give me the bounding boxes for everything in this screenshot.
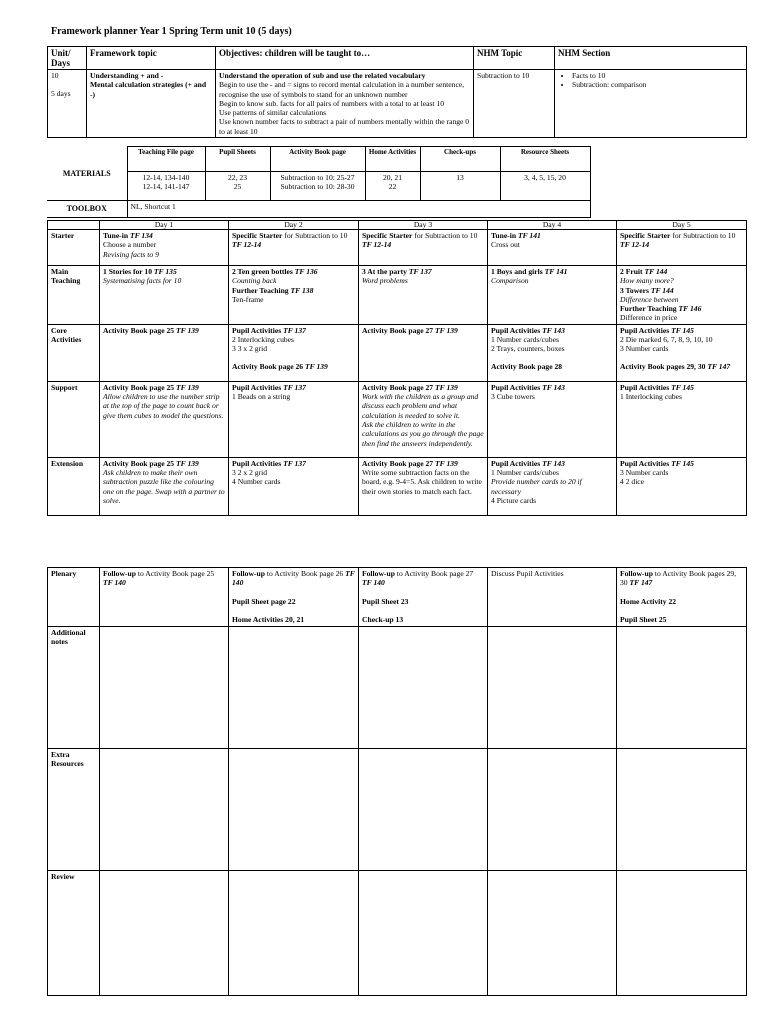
activity-title: Activity Book page 28 <box>491 361 563 371</box>
tf-reference: TF 139 <box>435 382 458 392</box>
activity-title: Further Teaching <box>232 285 289 295</box>
activity-note: Ask the children to write in the calculations as you go through the page then find the answers independently. <box>362 419 484 448</box>
activity-note: Ask children to make their own subtraction puzzle like the colouring one on the page. Swap with a partner to solve. <box>103 468 225 505</box>
nhm-section-item: • Subtraction: comparison <box>572 80 743 89</box>
activity-text: 3 Number cards <box>620 344 669 354</box>
nhm-section-item: • Facts to 10 <box>572 71 743 80</box>
row-label-additional-notes: Additional notes <box>48 627 100 749</box>
activity-title: Pupil Activities <box>232 325 282 335</box>
plenary-day-3 <box>359 568 488 627</box>
tf-reference: TF 139 <box>176 382 199 392</box>
row-label-extension: Extension <box>48 457 100 515</box>
main-day-3 <box>359 266 488 325</box>
activity-title: 2 Fruit <box>620 267 643 276</box>
pupil-sheets-values <box>205 172 270 201</box>
row-label-main-teaching: Main Teaching <box>48 266 100 325</box>
header-activity-book: Activity Book page <box>270 147 365 172</box>
activity-title: Check-up 13 <box>362 614 404 624</box>
activity-title: Activity Book page 25 <box>103 458 175 468</box>
teaching-file-value: 12-14, 134-140 <box>142 173 190 182</box>
resource-sheets-value: 3, 4, 5, 15, 20 <box>500 172 590 201</box>
activity-book-value: Subtraction to 10: 25-27 <box>280 173 355 182</box>
tf-reference: TF 145 <box>671 325 694 335</box>
checkups-value: 13 <box>420 172 500 201</box>
unit-days: 5 days <box>51 89 71 99</box>
header-framework-topic: Framework topic <box>87 47 216 70</box>
activity-title: 3 At the party <box>362 267 407 276</box>
row-label-review: Review <box>48 871 100 996</box>
review-cell <box>359 871 488 996</box>
support-day-1 <box>100 381 229 457</box>
activity-title: Tune-in <box>103 231 129 240</box>
tf-reference: TF 137 <box>283 382 306 392</box>
activity-text: 4 Number cards <box>232 477 281 487</box>
row-label-starter: Starter <box>48 230 100 266</box>
activity-title: Pupil Activities <box>620 382 670 392</box>
activity-title: Activity Book pages 29, 30 <box>620 361 706 371</box>
activity-text: 1 Number cards/cubes <box>491 468 559 478</box>
activity-text: to Activity Book page 25 <box>137 569 215 578</box>
support-day-2 <box>229 381 359 457</box>
objective-item: Begin to know sub. facts for all pairs of numbers with a total to at least 10 <box>219 98 445 108</box>
support-day-4 <box>488 381 617 457</box>
extra-cell <box>617 749 747 871</box>
extra-cell <box>359 749 488 871</box>
activity-text: Cross out <box>491 240 520 250</box>
tf-reference: TF 139 <box>176 458 199 468</box>
nhm-topic-cell: Subtraction to 10 <box>474 70 555 138</box>
activity-title: Pupil Sheet 23 <box>362 596 409 606</box>
starter-day-2 <box>229 230 359 266</box>
activity-note: Work with the children as a group and discuss each problem and what calculation is needed to solve it. <box>362 392 479 420</box>
plenary-day-4 <box>488 568 617 627</box>
header-nhm-topic: NHM Topic <box>474 47 555 70</box>
activity-text: Discuss Pupil Activities <box>491 569 564 578</box>
activity-title: 3 Towers <box>620 285 649 295</box>
tf-reference: TF 144 <box>650 285 674 295</box>
materials-label: MATERIALS <box>47 147 127 201</box>
row-label-core-activities: Core Activities <box>48 324 100 381</box>
activity-note: Systematising facts for 10 <box>103 276 182 286</box>
tf-reference: TF 140 <box>362 578 385 588</box>
row-label-extra-resources: Extra Resources <box>48 749 100 871</box>
tf-reference: TF 139 <box>176 325 199 335</box>
header-objectives: Objectives: children will be taught to… <box>216 47 474 70</box>
starter-day-1 <box>100 230 229 266</box>
teaching-file-values <box>127 172 205 201</box>
tf-reference: TF 146 <box>678 304 702 314</box>
row-label-support: Support <box>48 381 100 457</box>
activity-text: 3 2 x 2 grid <box>232 468 268 478</box>
tf-reference: TF 136 <box>294 267 318 276</box>
tf-reference: TF 141 <box>544 267 568 276</box>
unit-days-cell <box>48 70 87 138</box>
activity-note: Difference between <box>620 294 679 304</box>
activity-title: 1 Boys and girls <box>491 267 543 276</box>
row-label-plenary: Plenary <box>48 568 100 627</box>
activity-book-values <box>270 172 365 201</box>
activity-title: Specific Starter <box>620 231 671 240</box>
objective-item: Begin to use the - and = signs to record mental calculation in a number sentence, recognise the use of symbols to stand for an unknown number <box>219 80 465 99</box>
activity-text: 4 2 dice <box>620 477 645 487</box>
day-header: Day 2 <box>229 221 359 230</box>
activity-title: Pupil Activities <box>491 458 541 468</box>
extension-day-2 <box>229 457 359 515</box>
pupil-sheets-value: 22, 23 <box>228 173 247 182</box>
activity-text: Write some subtraction facts on the board, e.g. 9-4=5. Ask children to write their own stories to match each fact. <box>362 468 482 496</box>
activity-title: Pupil Sheet page 22 <box>232 596 296 606</box>
plenary-day-5 <box>617 568 747 627</box>
framework-topic-cell <box>87 70 216 138</box>
activity-note: Counting back <box>232 276 277 286</box>
notes-cell <box>488 627 617 749</box>
activity-title: Home Activities 20, 21 <box>232 614 305 624</box>
activity-text: for Subtraction to 10 <box>284 231 348 240</box>
activity-title: Follow-up <box>232 569 265 578</box>
starter-day-3 <box>359 230 488 266</box>
header-nhm-section: NHM Section <box>555 47 747 70</box>
activity-text: 3 Number cards <box>620 468 669 478</box>
review-cell <box>488 871 617 996</box>
activity-title: Home Activity 22 <box>620 596 677 606</box>
activity-note: Provide number cards to 20 if necessary <box>491 477 582 496</box>
activity-title: Pupil Sheet 25 <box>620 614 667 624</box>
tf-reference: TF 135 <box>153 267 177 276</box>
header-home-activities: Home Activities <box>365 147 420 172</box>
activity-title: Pupil Activities <box>491 382 541 392</box>
activity-text: for Subtraction to 10 <box>672 231 736 240</box>
tf-reference: TF 140 <box>232 569 355 588</box>
core-day-2 <box>229 324 359 381</box>
tf-reference: TF 143 <box>542 458 565 468</box>
tf-reference: TF 140 <box>103 578 126 588</box>
activity-title: Activity Book page 26 <box>232 361 304 371</box>
activity-text: 2 Interlocking cubes <box>232 335 294 345</box>
header-checkups: Check-ups <box>420 147 500 172</box>
daily-plan-table <box>47 220 747 516</box>
notes-cell <box>359 627 488 749</box>
day-header: Day 3 <box>359 221 488 230</box>
activity-title: Pupil Activities <box>232 382 282 392</box>
notes-cell <box>229 627 359 749</box>
tf-reference: TF 137 <box>283 325 306 335</box>
header-teaching-file: Teaching File page <box>127 147 205 172</box>
activity-title: Follow-up <box>620 569 653 578</box>
overview-table <box>47 46 747 138</box>
home-activities-values <box>365 172 420 201</box>
activity-text: 1 Beads on a string <box>232 392 291 402</box>
activity-text: 1 Interlocking cubes <box>620 392 682 402</box>
objective-item: Use patterns of similar calculations <box>219 108 327 118</box>
activity-text: Ten-frame <box>232 294 264 304</box>
activity-title: Specific Starter <box>232 231 283 240</box>
core-day-4 <box>488 324 617 381</box>
topic-line: Understanding + and - <box>90 71 164 80</box>
objectives-title: Understand the operation of sub and use the related vocabulary <box>219 71 426 80</box>
activity-title: Activity Book page 27 <box>362 325 434 335</box>
plenary-day-1 <box>100 568 229 627</box>
tf-reference: TF 138 <box>290 285 314 295</box>
review-cell <box>229 871 359 996</box>
activity-title: Further Teaching <box>620 304 677 314</box>
plenary-table <box>47 567 747 996</box>
main-day-1 <box>100 266 229 325</box>
activity-note: Allow children to use the number strip at the top of the page to count back or give them cubes to model the questions. <box>103 392 224 420</box>
nhm-section-cell <box>555 70 747 138</box>
activity-text: to Activity Book pages 29, 30 <box>620 569 737 588</box>
activity-text: 1 Number cards/cubes <box>491 335 559 345</box>
extension-day-1 <box>100 457 229 515</box>
core-day-3 <box>359 324 488 381</box>
main-day-5 <box>617 266 747 325</box>
tf-reference: TF 143 <box>542 382 565 392</box>
notes-cell <box>100 627 229 749</box>
activity-title: Follow-up <box>362 569 395 578</box>
objective-item: Use known number facts to subtract a pair of numbers mentally within the range 0 to at least 10 <box>219 117 470 136</box>
activity-title: Pupil Activities <box>620 458 670 468</box>
extra-cell <box>229 749 359 871</box>
activity-title: Pupil Activities <box>620 325 670 335</box>
tf-reference: TF 139 <box>305 361 328 371</box>
starter-day-4 <box>488 230 617 266</box>
tf-reference: TF 12-14 <box>232 240 262 250</box>
main-day-4 <box>488 266 617 325</box>
activity-text: 2 Trays, counters, boxes <box>491 344 565 354</box>
activity-title: Activity Book page 27 <box>362 458 434 468</box>
activity-title: Pupil Activities <box>232 458 282 468</box>
tf-reference: TF 145 <box>671 382 694 392</box>
activity-note: How many more? <box>620 276 674 286</box>
activity-title: Activity Book page 25 <box>103 325 175 335</box>
starter-day-5 <box>617 230 747 266</box>
activity-title: 1 Stories for 10 <box>103 267 152 276</box>
activity-title: Pupil Activities <box>491 325 541 335</box>
tf-reference: TF 143 <box>542 325 565 335</box>
main-day-2 <box>229 266 359 325</box>
tf-reference: TF 144 <box>644 267 668 276</box>
plan-corner <box>48 221 100 230</box>
activity-text: Choose a number <box>103 240 157 250</box>
day-header: Day 4 <box>488 221 617 230</box>
extra-cell <box>488 749 617 871</box>
activity-text: to Activity Book page 26 <box>266 569 344 578</box>
activity-text: to Activity Book page 27 <box>396 569 474 578</box>
extension-day-5 <box>617 457 747 515</box>
activity-title: Tune-in <box>491 231 517 240</box>
activity-title: Activity Book page 25 <box>103 382 175 392</box>
day-header: Day 1 <box>100 221 229 230</box>
tf-reference: TF 147 <box>707 361 731 371</box>
activity-title: 2 Ten green bottles <box>232 267 293 276</box>
tf-reference: TF 12-14 <box>620 240 650 250</box>
tf-reference: TF 139 <box>435 325 458 335</box>
tf-reference: TF 147 <box>629 578 653 588</box>
header-resource-sheets: Resource Sheets <box>500 147 590 172</box>
teaching-file-value: 12-14, 141-147 <box>142 182 190 192</box>
activity-note: Word problems <box>362 276 408 286</box>
review-cell <box>100 871 229 996</box>
core-day-1 <box>100 324 229 381</box>
materials-table <box>47 146 591 218</box>
activity-title: Activity Book page 27 <box>362 382 434 392</box>
review-cell <box>617 871 747 996</box>
support-day-3 <box>359 381 488 457</box>
activity-book-value: Subtraction to 10: 28-30 <box>280 182 355 192</box>
tf-reference: TF 145 <box>671 458 694 468</box>
activity-note: Revising facts to 9 <box>103 249 159 259</box>
header-unit-days: Unit/ Days <box>48 47 87 70</box>
activity-note: Comparison <box>491 276 529 286</box>
topic-line: Mental calculation strategies (+ and -) <box>90 80 207 99</box>
day-header: Day 5 <box>617 221 747 230</box>
core-day-5 <box>617 324 747 381</box>
activity-text: for Subtraction to 10 <box>414 231 478 240</box>
objectives-cell <box>216 70 474 138</box>
tf-reference: TF 141 <box>517 231 541 240</box>
header-pupil-sheets: Pupil Sheets <box>205 147 270 172</box>
activity-title: Specific Starter <box>362 231 413 240</box>
support-day-5 <box>617 381 747 457</box>
home-activities-value: 22 <box>388 182 397 192</box>
tf-reference: TF 137 <box>408 267 432 276</box>
page-title: Framework planner Year 1 Spring Term unit 10 (5 days) <box>51 26 292 37</box>
plenary-day-2 <box>229 568 359 627</box>
toolbox-value: NL, Shortcut 1 <box>127 201 590 218</box>
tf-reference: TF 12-14 <box>362 240 392 250</box>
home-activities-value: 20, 21 <box>383 173 402 182</box>
activity-text: Difference in price <box>620 313 678 323</box>
activity-text: 3 3 x 2 grid <box>232 344 268 354</box>
tf-reference: TF 139 <box>435 458 458 468</box>
activity-title: Follow-up <box>103 569 136 578</box>
tf-reference: TF 134 <box>129 231 153 240</box>
extra-cell <box>100 749 229 871</box>
activity-text: 4 Picture cards <box>491 495 537 505</box>
toolbox-label: TOOLBOX <box>47 201 127 218</box>
unit-number: 10 <box>51 71 59 80</box>
extension-day-3 <box>359 457 488 515</box>
notes-cell <box>617 627 747 749</box>
tf-reference: TF 137 <box>283 458 306 468</box>
activity-text: 3 Cube towers <box>491 392 535 402</box>
activity-text: 2 Die marked 6, 7, 8, 9, 10, 10 <box>620 335 713 345</box>
extension-day-4 <box>488 457 617 515</box>
pupil-sheets-value: 25 <box>233 182 242 192</box>
